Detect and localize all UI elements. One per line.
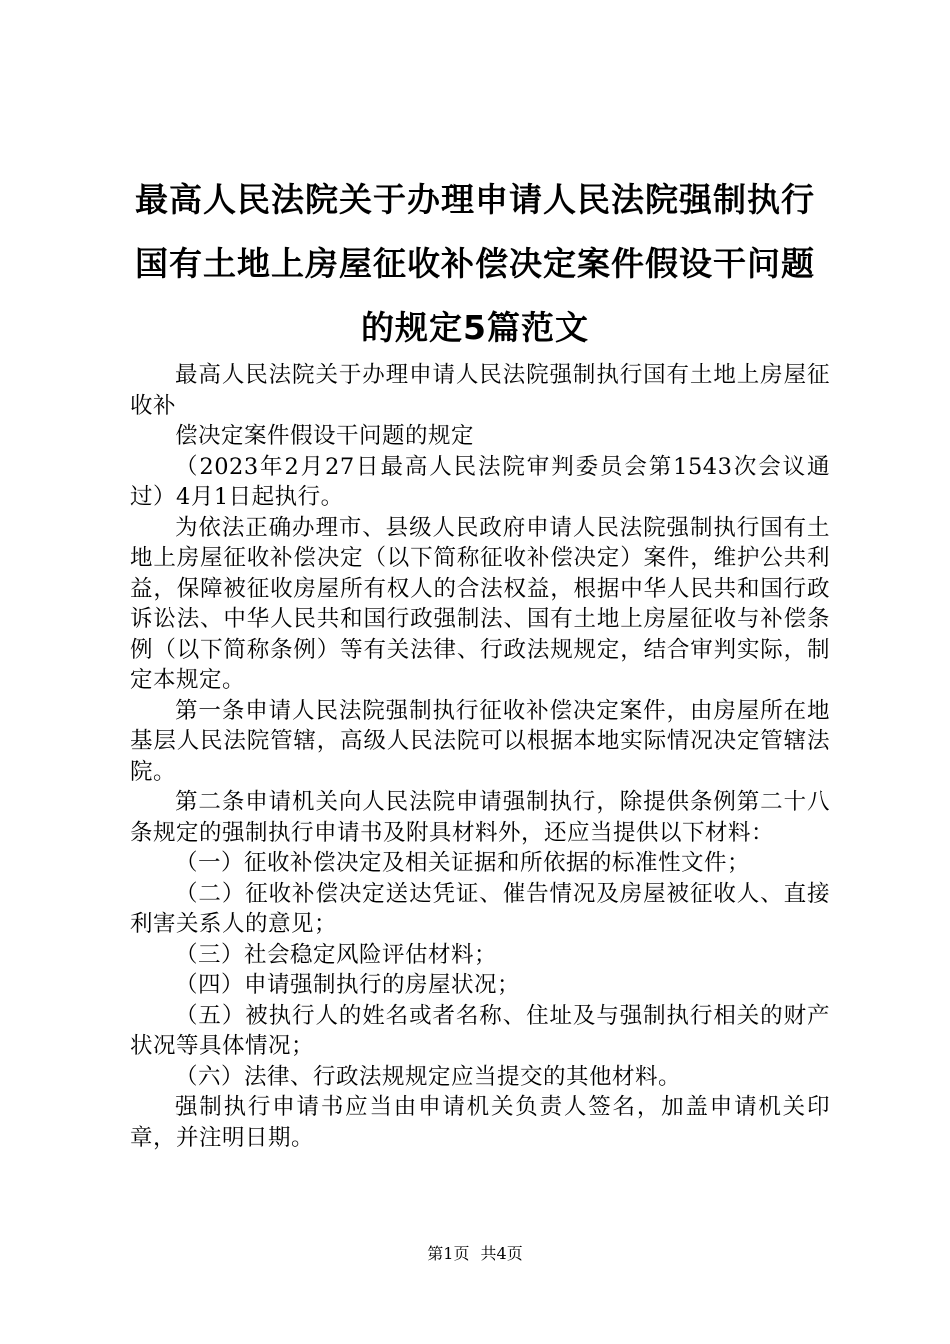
title-line-2: 国有土地上房屋征收补偿决定案件假设干问题 <box>135 244 815 283</box>
list-item-2: （二）征收补偿决定送达凭证、催告情况及房屋被征收人、直接利害关系人的意见； <box>130 880 830 937</box>
document-body <box>130 360 830 1153</box>
list-item-4: （四）申请强制执行的房屋状况； <box>175 972 521 998</box>
document-title <box>110 168 840 360</box>
title-line-3: 的规定5篇范文 <box>361 308 589 347</box>
list-item-6: （六）法律、行政法规规定应当提交的其他材料。 <box>175 1063 682 1090</box>
paragraph-article-1: 第一条申请人民法院强制执行征收补偿决定案件，由房屋所在地基层人民法院管辖，高级人民法院可以根据本地实际情况决定管辖法院。 <box>130 697 830 785</box>
paragraph-heading-1: 最高人民法院关于办理申请人民法院强制执行国有土地上房屋征收补 <box>130 362 830 419</box>
page-footer <box>0 1243 950 1265</box>
page-number: 第1页 <box>427 1244 470 1263</box>
page-total: 共4页 <box>480 1244 523 1263</box>
paragraph-signature-requirement: 强制执行申请书应当由申请机关负责人签名，加盖申请机关印章，并注明日期。 <box>130 1094 830 1151</box>
paragraph-heading-2: 偿决定案件假设干问题的规定 <box>175 423 475 449</box>
title-line-1: 最高人民法院关于办理申请人民法院强制执行 <box>135 180 815 219</box>
list-item-3: （三）社会稳定风险评估材料； <box>175 941 498 968</box>
paragraph-preamble: 为依法正确办理市、县级人民政府申请人民法院强制执行国有土地上房屋征收补偿决定（以下简称征收补偿决定）案件，维护公共利益，保障被征收房屋所有权人的合法权益，根据中华人民共和国行政诉讼法、中华人民共和国行政强制法、国有土地上房屋征收与补偿条例（以下简称条例）等有关法律、行政法规规定，结合审判实际，制定本规定。 <box>130 514 830 693</box>
paragraph-adoption-note: （2023年2月27日最高人民法院审判委员会第1543次会议通过）4月1日起执行。 <box>130 453 830 510</box>
list-item-5: （五）被执行人的姓名或者名称、住址及与强制执行相关的财产状况等具体情况； <box>130 1002 830 1059</box>
list-item-1: （一）征收补偿决定及相关证据和所依据的标准性文件； <box>175 850 751 876</box>
paragraph-article-2: 第二条申请机关向人民法院申请强制执行，除提供条例第二十八条规定的强制执行申请书及附具材料外，还应当提供以下材料： <box>130 789 830 846</box>
